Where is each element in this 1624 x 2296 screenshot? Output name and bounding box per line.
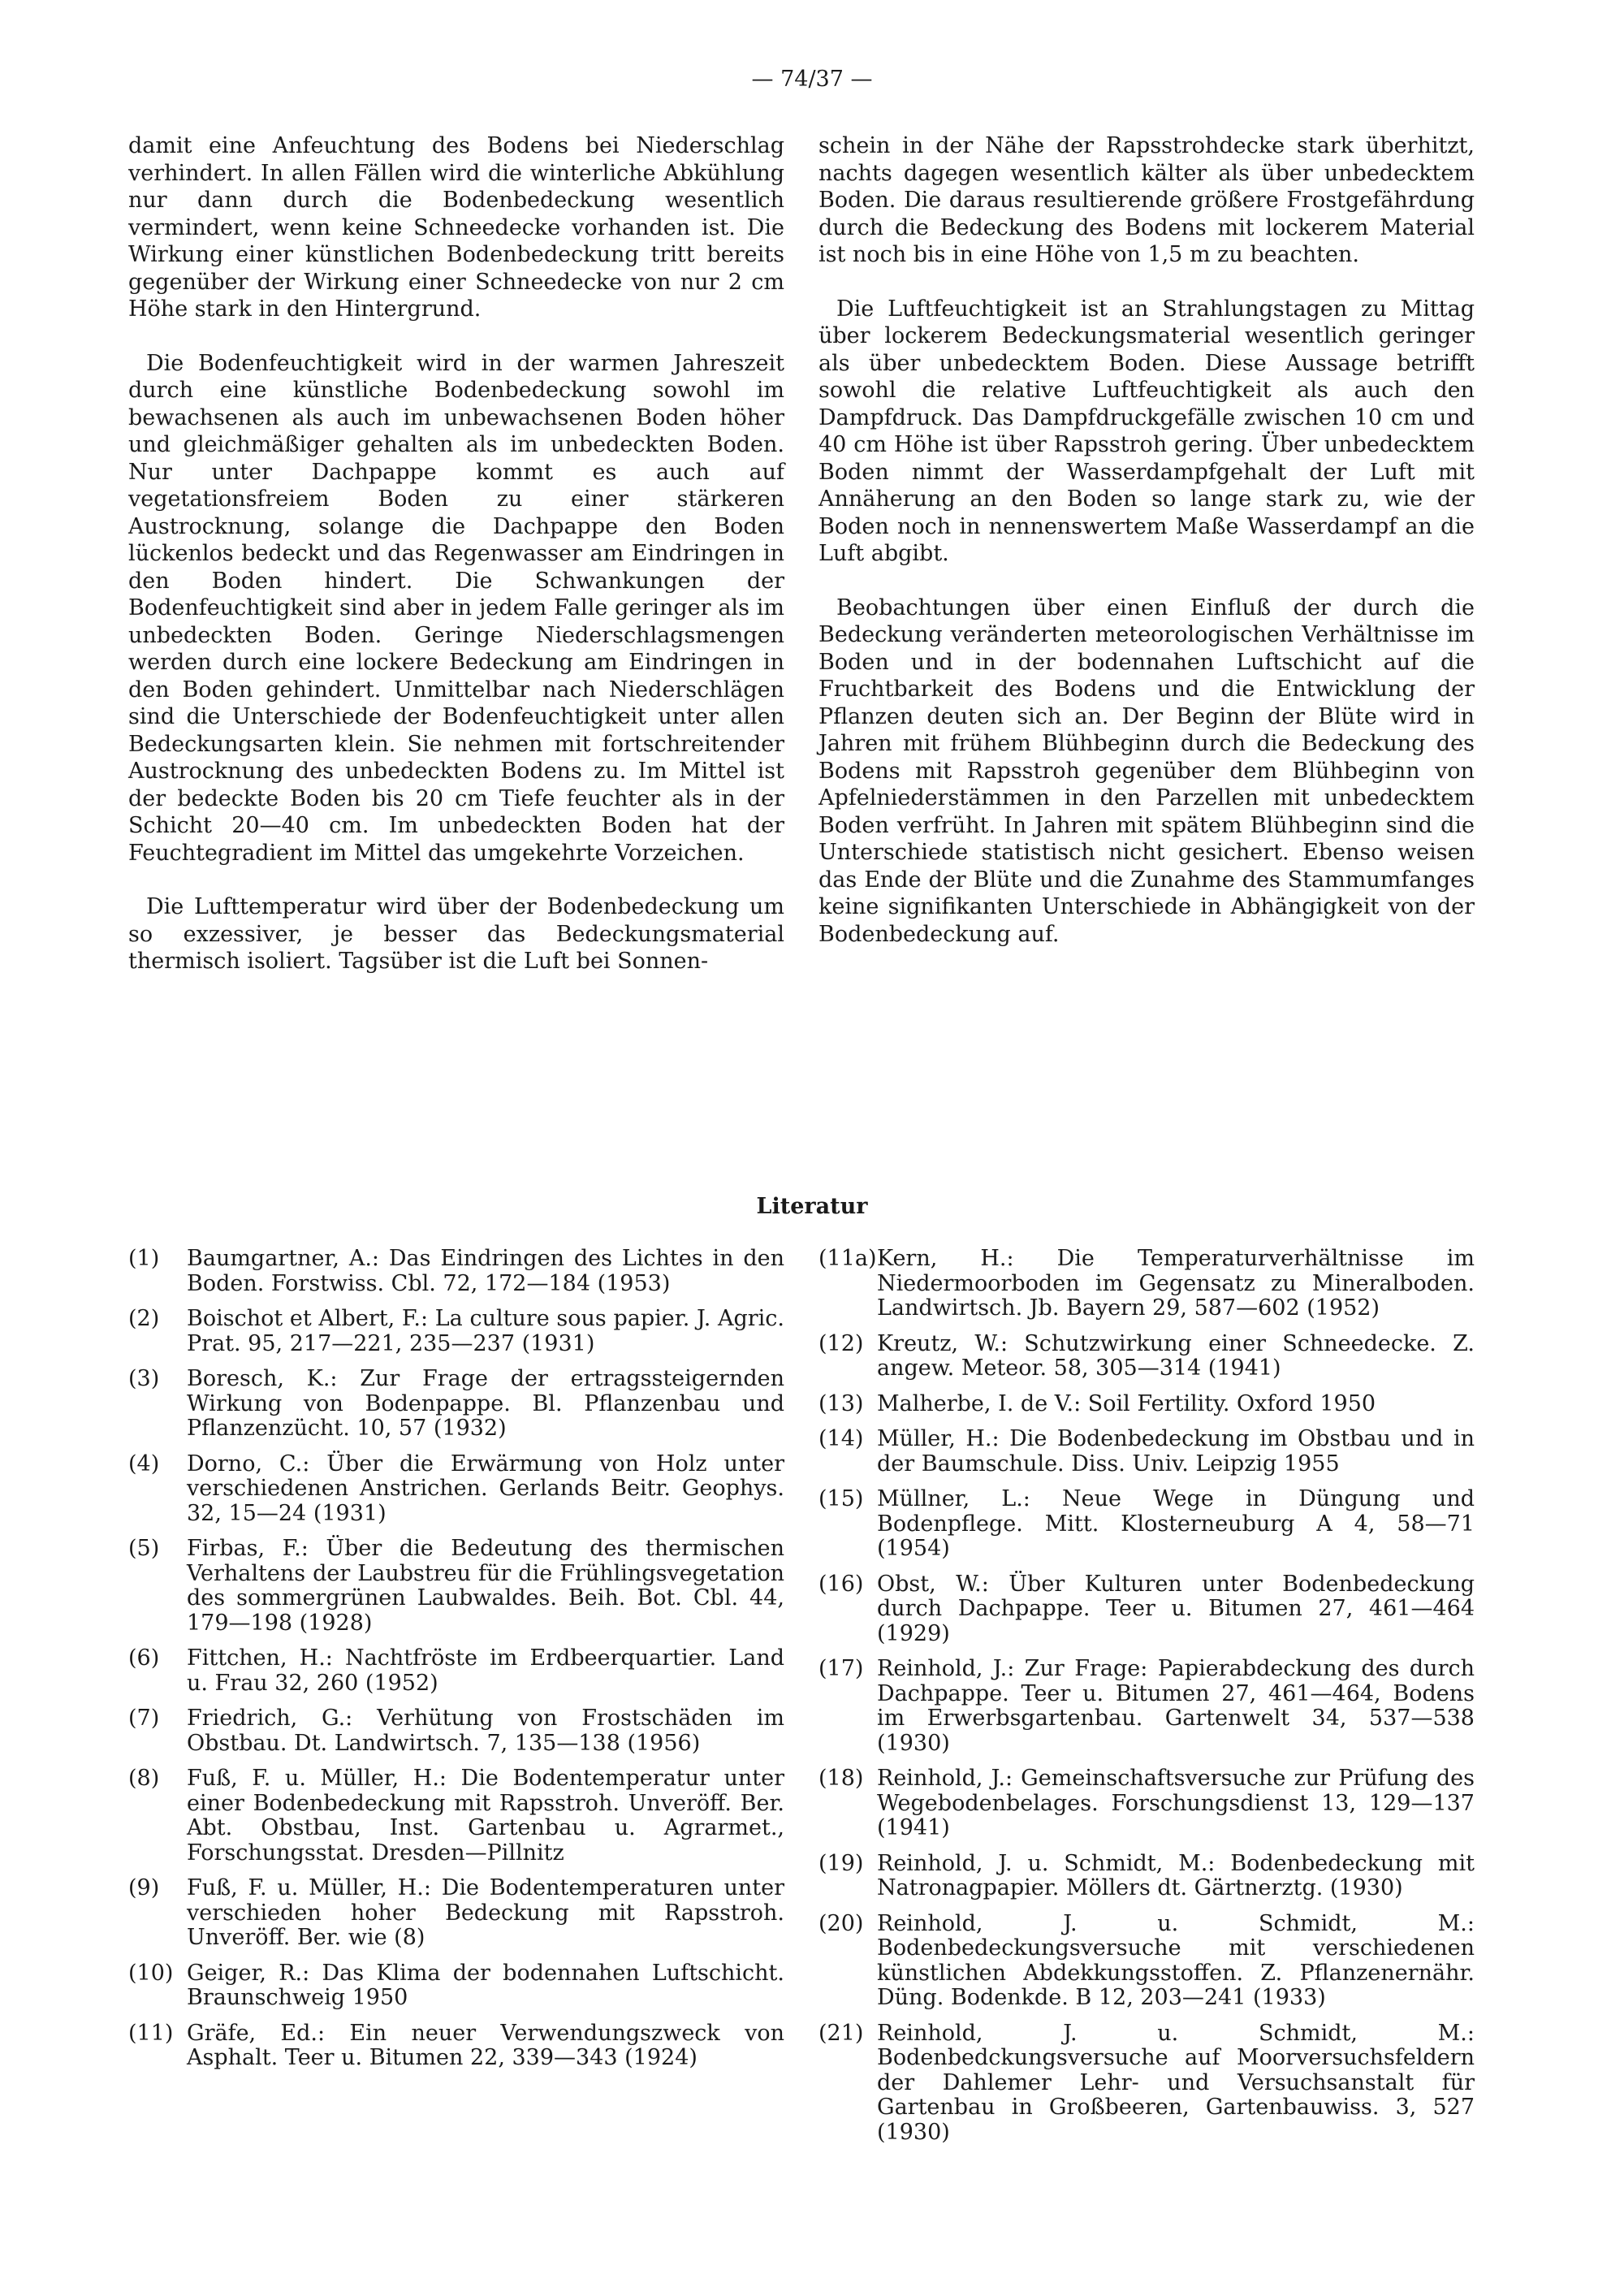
reference-text: Reinhold, J.: Zur Frage: Papierabdeckung des durch Dachpappe. Teer u. Bitumen 27, 461—464, Bodens im Erwerbsgartenbau. Gartenwelt 34, 537—538 (1930) <box>877 1656 1475 1756</box>
reference-item <box>818 1657 1475 1756</box>
reference-item <box>818 2021 1475 2146</box>
reference-text: Müller, H.: Die Bodenbedeckung im Obstbau und in der Baumschule. Diss. Univ. Leipzig 1955 <box>877 1426 1475 1477</box>
reference-text: Dorno, C.: Über die Erwärmung von Holz unter verschiedenen Anstrichen. Gerlands Beitr. Geophys. 32, 15—24 (1931) <box>187 1451 784 1526</box>
reference-item <box>818 1247 1475 1321</box>
reference-item <box>818 1766 1475 1841</box>
reference-number: (8) <box>128 1766 160 1791</box>
reference-number: (17) <box>818 1656 864 1681</box>
reference-number: (15) <box>818 1486 864 1511</box>
page-number: — 74/37 — <box>751 67 873 92</box>
reference-item <box>818 1392 1475 1417</box>
reference-text: Müllner, L.: Neue Wege in Düngung und Bodenpflege. Mitt. Klosterneuburg A 4, 58—71 (1954) <box>877 1486 1475 1561</box>
reference-text: Fuß, F. u. Müller, H.: Die Bodentemperatur unter einer Bodenbedeckung mit Rapsstroh. Unveröff. Ber. Abt. Obstbau, Inst. Gartenbau u. Agrarmet., Forschungsstat. Dresden—Pillnitz <box>187 1766 784 1866</box>
paragraph: damit eine Anfeuchtung des Bodens bei Niederschlag verhindert. In allen Fällen wird die winterliche Abkühlung nur dann durch die Bodenbedeckung wesentlich vermindert, wenn keine Schneedecke vorhanden ist. Die Wirkung einer künstlichen Bodenbedeckung tritt bereits gegenüber der Wirkung einer Schneedecke von nur 2 cm Höhe stark in den Hintergrund. <box>128 133 784 322</box>
reference-number: (9) <box>128 1875 160 1900</box>
reference-item <box>818 1487 1475 1562</box>
reference-text: Reinhold, J. u. Schmidt, M.: Bodenbedeckung mit Natronagpapier. Möllers dt. Gärtnerztg. (1930) <box>877 1850 1475 1900</box>
reference-text: Reinhold, J. u. Schmidt, M.: Bodenbedeckungsversuche mit verschiedenen künstlichen Abdekkungsstoffen. Z. Pflanzenernähr. Düng. Bodenkde. B 12, 203—241 (1933) <box>877 1910 1475 2010</box>
reference-number: (4) <box>128 1451 160 1477</box>
reference-text: Friedrich, G.: Verhütung von Frostschäden im Obstbau. Dt. Landwirtsch. 7, 135—138 (1956) <box>187 1706 784 1756</box>
reference-number: (6) <box>128 1645 160 1671</box>
reference-text: Fittchen, H.: Nachtfröste im Erdbeerquartier. Land u. Frau 32, 260 (1952) <box>187 1645 784 1696</box>
reference-number: (5) <box>128 1536 160 1561</box>
reference-text: Gräfe, Ed.: Ein neuer Verwendungszweck von Asphalt. Teer u. Bitumen 22, 339—343 (1924) <box>187 2020 784 2070</box>
reference-item <box>128 1961 784 2011</box>
reference-text: Kreutz, W.: Schutzwirkung einer Schneedecke. Z. angew. Meteor. 58, 305—314 (1941) <box>877 1330 1475 1381</box>
references-right <box>818 1247 1475 2155</box>
reference-number: (2) <box>128 1306 160 1331</box>
reference-item <box>818 1912 1475 2011</box>
reference-item <box>128 2021 784 2071</box>
reference-number: (10) <box>128 1960 174 1986</box>
reference-item <box>128 1247 784 1296</box>
paragraph: schein in der Nähe der Rapsstrohdecke stark überhitzt, nachts dagegen wesentlich kälter als über unbedecktem Boden. Die daraus resultierende größere Frostgefährdung durch die Bedeckung des Bodens mit lockerem Material ist noch bis in eine Höhe von 1,5 m zu beachten. <box>818 133 1475 267</box>
reference-item <box>128 1307 784 1356</box>
reference-number: (14) <box>818 1426 864 1451</box>
reference-item <box>128 1706 784 1756</box>
reference-text: Obst, W.: Über Kulturen unter Bodenbedeckung durch Dachpappe. Teer u. Bitumen 27, 461—464 (1929) <box>877 1571 1475 1646</box>
reference-number: (20) <box>818 1910 864 1936</box>
paragraph: Die Lufttemperatur wird über der Bodenbedeckung um so exzessiver, je besser das Bedeckungsmaterial thermisch isoliert. Tagsüber ist die Luft bei Sonnen- <box>128 894 784 974</box>
reference-item <box>818 1572 1475 1647</box>
reference-number: (18) <box>818 1766 864 1791</box>
reference-number: (11a) <box>818 1246 877 1271</box>
reference-number: (21) <box>818 2020 864 2046</box>
reference-text: Malherbe, I. de V.: Soil Fertility. Oxford 1950 <box>877 1390 1376 1416</box>
reference-item <box>128 1537 784 1636</box>
reference-text: Firbas, F.: Über die Bedeutung des thermischen Verhaltens der Laubstreu für die Frühlingsvegetation des sommergrünen Laubwaldes. Beih. Bot. Cbl. 44, 179—198 (1928) <box>187 1536 784 1636</box>
literature-heading: Literatur <box>756 1194 868 1219</box>
reference-text: Baumgartner, A.: Das Eindringen des Lichtes in den Boden. Forstwiss. Cbl. 72, 172—184 (1953) <box>187 1246 784 1296</box>
reference-item <box>128 1367 784 1442</box>
paragraph: Die Bodenfeuchtigkeit wird in der warmen Jahreszeit durch eine künstliche Bodenbedeckung sowohl im bewachsenen als auch im unbewachsenen Boden höher und gleichmäßiger gehalten als im unbedeckten Boden. Nur unter Dachpappe kommt es auch auf vegetationsfreiem Boden zu einer stärkeren Austrocknung, solange die Dachpappe den Boden lückenlos bedeckt und das Regenwasser am Eindringen in den Boden hindert. Die Schwankungen der Bodenfeuchtigkeit sind aber in jedem Falle geringer als im unbedeckten Boden. Geringe Niederschlagsmengen werden durch eine lockere Bedeckung am Eindringen in den Boden gehindert. Unmittelbar nach Niederschlägen sind die Unterschiede der Bodenfeuchtigkeit unter allen Bedeckungsarten klein. Sie nehmen mit fortschreitender Austrocknung des unbedeckten Bodens zu. Im Mittel ist der bedeckte Boden bis 20 cm Tiefe feuchter als in der Schicht 20—40 cm. Im unbedeckten Boden hat der Feuchtegradient im Mittel das umgekehrte Vorzeichen. <box>128 350 784 866</box>
reference-text: Boresch, K.: Zur Frage der ertragssteigerndеn Wirkung von Bodenpappe. Bl. Pflanzenbau und Pflanzenzücht. 10, 57 (1932) <box>187 1366 784 1441</box>
reference-number: (3) <box>128 1366 160 1391</box>
reference-item <box>128 1876 784 1951</box>
reference-number: (1) <box>128 1246 160 1271</box>
reference-item <box>128 1452 784 1527</box>
text-column-left <box>128 132 784 1002</box>
reference-item <box>128 1646 784 1696</box>
reference-item <box>818 1852 1475 1901</box>
reference-text: Geiger, R.: Das Klima der bodennahen Luftschicht. Braunschweig 1950 <box>187 1960 784 2010</box>
reference-number: (19) <box>818 1850 864 1876</box>
reference-text: Fuß, F. u. Müller, H.: Die Bodentemperaturen unter verschieden hoher Bedeckung mit Rapsstroh. Unveröff. Ber. wie (8) <box>187 1875 784 1950</box>
reference-item <box>818 1332 1475 1381</box>
reference-number: (11) <box>128 2020 174 2046</box>
reference-number: (16) <box>818 1571 864 1597</box>
reference-text: Reinhold, J. u. Schmidt, M.: Bodenbedckungsversuche auf Moorversuchsfeldern der Dahlemer Lehr- und Versuchsanstalt für Gartenbau in Großbeeren, Gartenbauwiss. 3, 527 (1930) <box>877 2020 1475 2145</box>
paragraph: Die Luftfeuchtigkeit ist an Strahlungstagen zu Mittag über lockerem Bedeckungsmaterial wesentlich geringer als über unbedecktem Boden. Diese Aussage betrifft sowohl die relative Luftfeuchtigkeit als auch den Dampfdruck. Das Dampfdruckgefälle zwischen 10 cm und 40 cm Höhe ist über Rapsstroh gering. Über unbedecktem Boden nimmt der Wasserdampfgehalt der Luft mit Annäherung an den Boden so lange stark zu, wie der Boden noch in nennenswertem Maße Wasserdampf an die Luft abgibt. <box>818 296 1475 566</box>
reference-text: Kern, H.: Die Temperaturverhältnisse im Niedermoorboden im Gegensatz zu Mineralboden. Landwirtsch. Jb. Bayern 29, 587—602 (1952) <box>877 1246 1475 1321</box>
reference-item <box>818 1427 1475 1477</box>
reference-text: Reinhold, J.: Gemeinschaftsversuche zur Prüfung des Wegebodenbelages. Forschungsdienst 13, 129—137 (1941) <box>877 1766 1475 1840</box>
reference-number: (7) <box>128 1706 160 1731</box>
text-column-right <box>818 132 1475 975</box>
reference-item <box>128 1766 784 1866</box>
reference-number: (13) <box>818 1390 864 1416</box>
reference-number: (12) <box>818 1330 864 1356</box>
paragraph: Beobachtungen über einen Einfluß der durch die Bedeckung veränderten meteorologischen Verhältnisse im Boden und in der bodennahen Luftschicht auf die Fruchtbarkeit des Bodens und die Entwicklung der Pflanzen deuten sich an. Der Beginn der Blüte wird in Jahren mit frühem Blühbeginn durch die Bedeckung des Bodens mit Rapsstroh gegenüber dem Blühbeginn von Apfelniederstämmen in den Parzellen mit unbedecktem Boden verfrüht. In Jahren mit spätem Blühbeginn sind die Unterschiede statistisch nicht gesichert. Ebenso weisen das Ende der Blüte und die Zunahme des Stammumfanges keine signifikanten Unterschiede in Abhängigkeit von der Bodenbedeckung auf. <box>818 595 1475 947</box>
reference-text: Boischot et Albert, F.: La culture sous papier. J. Agric. Prat. 95, 217—221, 235—237 (1931) <box>187 1306 784 1356</box>
references-left <box>128 1247 784 2082</box>
